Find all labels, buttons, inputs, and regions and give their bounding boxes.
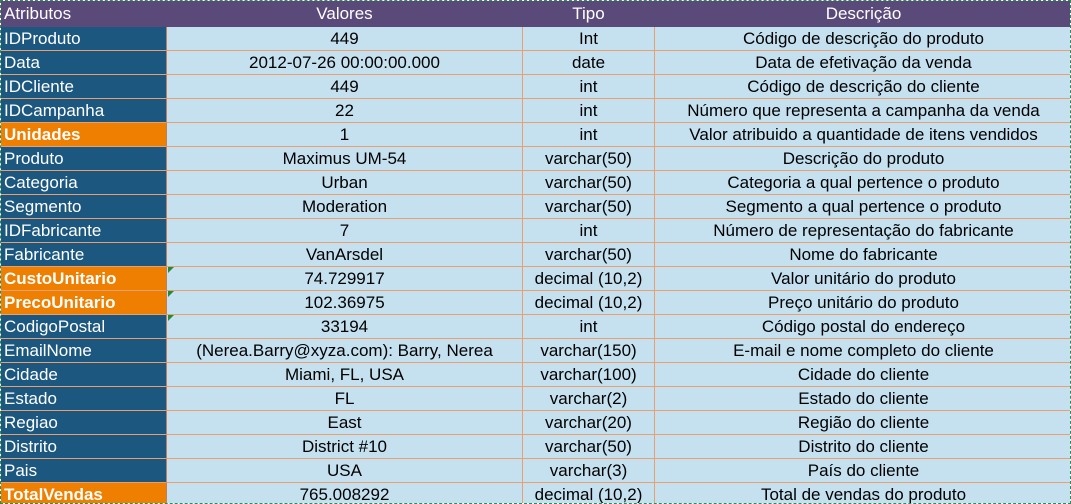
cell-atributo[interactable]: Regiao bbox=[1, 411, 167, 435]
cell-tipo[interactable]: int bbox=[523, 123, 655, 147]
cell-descricao[interactable]: País do cliente bbox=[655, 459, 1071, 483]
table-row bbox=[1, 147, 1071, 171]
cell-tipo[interactable]: decimal (10,2) bbox=[523, 267, 655, 291]
table-row bbox=[1, 171, 1071, 195]
cell-atributo[interactable]: Segmento bbox=[1, 195, 167, 219]
cell-atributo-highlighted[interactable]: TotalVendas bbox=[1, 483, 167, 504]
cell-descricao[interactable]: Nome do fabricante bbox=[655, 243, 1071, 267]
cell-valor[interactable]: 1 bbox=[167, 123, 523, 147]
cell-atributo[interactable]: Fabricante bbox=[1, 243, 167, 267]
cell-atributo[interactable]: Categoria bbox=[1, 171, 167, 195]
error-indicator-icon[interactable] bbox=[168, 315, 174, 321]
table-row bbox=[1, 267, 1071, 291]
cell-tipo[interactable]: varchar(150) bbox=[523, 339, 655, 363]
table-row bbox=[1, 123, 1071, 147]
cell-descricao[interactable]: Distrito do cliente bbox=[655, 435, 1071, 459]
cell-atributo-highlighted[interactable]: PrecoUnitario bbox=[1, 291, 167, 315]
cell-atributo[interactable]: Estado bbox=[1, 387, 167, 411]
cell-descricao[interactable]: Região do cliente bbox=[655, 411, 1071, 435]
cell-atributo-highlighted[interactable]: CustoUnitario bbox=[1, 267, 167, 291]
cell-valor[interactable]: 449 bbox=[167, 27, 523, 51]
cell-atributo[interactable]: IDProduto bbox=[1, 27, 167, 51]
cell-tipo[interactable]: varchar(100) bbox=[523, 363, 655, 387]
cell-atributo[interactable]: IDFabricante bbox=[1, 219, 167, 243]
table-row bbox=[1, 483, 1071, 504]
cell-valor[interactable]: USA bbox=[167, 459, 523, 483]
cell-descricao[interactable]: Número de representação do fabricante bbox=[655, 219, 1071, 243]
cell-atributo[interactable]: Cidade bbox=[1, 363, 167, 387]
cell-descricao[interactable]: Código postal do endereço bbox=[655, 315, 1071, 339]
cell-descricao[interactable]: Número que representa a campanha da venda bbox=[655, 99, 1071, 123]
cell-atributo[interactable]: IDCampanha bbox=[1, 99, 167, 123]
cell-descricao[interactable]: Preço unitário do produto bbox=[655, 291, 1071, 315]
table-row bbox=[1, 99, 1071, 123]
cell-tipo[interactable]: varchar(50) bbox=[523, 435, 655, 459]
cell-descricao[interactable]: Código de descrição do produto bbox=[655, 27, 1071, 51]
cell-valor[interactable]: VanArsdel bbox=[167, 243, 523, 267]
table-row bbox=[1, 75, 1071, 99]
cell-tipo[interactable]: date bbox=[523, 51, 655, 75]
cell-valor[interactable]: Maximus UM-54 bbox=[167, 147, 523, 171]
cell-descricao[interactable]: Total de vendas do produto bbox=[655, 483, 1071, 504]
cell-atributo[interactable]: Pais bbox=[1, 459, 167, 483]
error-indicator-icon[interactable] bbox=[168, 291, 174, 297]
cell-descricao[interactable]: Cidade do cliente bbox=[655, 363, 1071, 387]
header-atributos[interactable]: Atributos bbox=[1, 1, 167, 27]
cell-descricao[interactable]: Segmento a qual pertence o produto bbox=[655, 195, 1071, 219]
cell-tipo[interactable]: varchar(50) bbox=[523, 195, 655, 219]
table-row bbox=[1, 195, 1071, 219]
cell-descricao[interactable]: Valor unitário do produto bbox=[655, 267, 1071, 291]
table-row bbox=[1, 459, 1071, 483]
cell-atributo-highlighted[interactable]: Unidades bbox=[1, 123, 167, 147]
cell-tipo[interactable]: int bbox=[523, 219, 655, 243]
header-tipo[interactable]: Tipo bbox=[523, 1, 655, 27]
cell-tipo[interactable]: varchar(2) bbox=[523, 387, 655, 411]
header-valores[interactable]: Valores bbox=[167, 1, 523, 27]
cell-valor[interactable]: District #10 bbox=[167, 435, 523, 459]
cell-descricao[interactable]: Código de descrição do cliente bbox=[655, 75, 1071, 99]
cell-descricao[interactable]: Categoria a qual pertence o produto bbox=[655, 171, 1071, 195]
cell-valor[interactable]: 7 bbox=[167, 219, 523, 243]
cell-descricao[interactable]: E-mail e nome completo do cliente bbox=[655, 339, 1071, 363]
cell-descricao[interactable]: Estado do cliente bbox=[655, 387, 1071, 411]
cell-tipo[interactable]: varchar(50) bbox=[523, 243, 655, 267]
cell-tipo[interactable]: int bbox=[523, 315, 655, 339]
cell-tipo[interactable]: int bbox=[523, 99, 655, 123]
header-row bbox=[1, 1, 1071, 27]
cell-valor[interactable]: 74.729917 bbox=[167, 267, 523, 291]
table-row bbox=[1, 387, 1071, 411]
cell-valor[interactable]: 765.008292 bbox=[167, 483, 523, 504]
cell-atributo[interactable]: Distrito bbox=[1, 435, 167, 459]
cell-atributo[interactable]: Produto bbox=[1, 147, 167, 171]
cell-valor[interactable]: 449 bbox=[167, 75, 523, 99]
cell-tipo[interactable]: decimal (10,2) bbox=[523, 291, 655, 315]
table-row bbox=[1, 27, 1071, 51]
cell-tipo[interactable]: decimal (10,2) bbox=[523, 483, 655, 504]
error-indicator-icon[interactable] bbox=[168, 267, 174, 273]
cell-valor[interactable]: Miami, FL, USA bbox=[167, 363, 523, 387]
cell-descricao[interactable]: Valor atribuido a quantidade de itens vendidos bbox=[655, 123, 1071, 147]
cell-atributo[interactable]: IDCliente bbox=[1, 75, 167, 99]
cell-tipo[interactable]: varchar(3) bbox=[523, 459, 655, 483]
table-row bbox=[1, 363, 1071, 387]
table-row bbox=[1, 219, 1071, 243]
cell-valor[interactable]: 22 bbox=[167, 99, 523, 123]
cell-atributo[interactable]: CodigoPostal bbox=[1, 315, 167, 339]
cell-descricao[interactable]: Descrição do produto bbox=[655, 147, 1071, 171]
cell-valor[interactable]: Urban bbox=[167, 171, 523, 195]
cell-tipo[interactable]: varchar(50) bbox=[523, 147, 655, 171]
table-row bbox=[1, 51, 1071, 75]
cell-valor[interactable]: East bbox=[167, 411, 523, 435]
table-row bbox=[1, 411, 1071, 435]
cell-valor[interactable]: 33194 bbox=[167, 315, 523, 339]
cell-tipo[interactable]: int bbox=[523, 75, 655, 99]
table-row bbox=[1, 315, 1071, 339]
cell-tipo[interactable]: varchar(20) bbox=[523, 411, 655, 435]
cell-valor[interactable]: Moderation bbox=[167, 195, 523, 219]
table-row bbox=[1, 291, 1071, 315]
cell-descricao[interactable]: Data de efetivação da venda bbox=[655, 51, 1071, 75]
cell-atributo[interactable]: EmailNome bbox=[1, 339, 167, 363]
cell-valor[interactable]: 2012-07-26 00:00:00.000 bbox=[167, 51, 523, 75]
table-row bbox=[1, 435, 1071, 459]
cell-valor[interactable]: (Nerea.Barry@xyza.com): Barry, Nerea bbox=[167, 339, 523, 363]
header-descricao[interactable]: Descrição bbox=[655, 1, 1071, 27]
cell-tipo[interactable]: varchar(50) bbox=[523, 171, 655, 195]
cell-valor[interactable]: FL bbox=[167, 387, 523, 411]
cell-tipo[interactable]: Int bbox=[523, 27, 655, 51]
cell-atributo[interactable]: Data bbox=[1, 51, 167, 75]
table-row bbox=[1, 339, 1071, 363]
table-row bbox=[1, 243, 1071, 267]
cell-valor[interactable]: 102.36975 bbox=[167, 291, 523, 315]
